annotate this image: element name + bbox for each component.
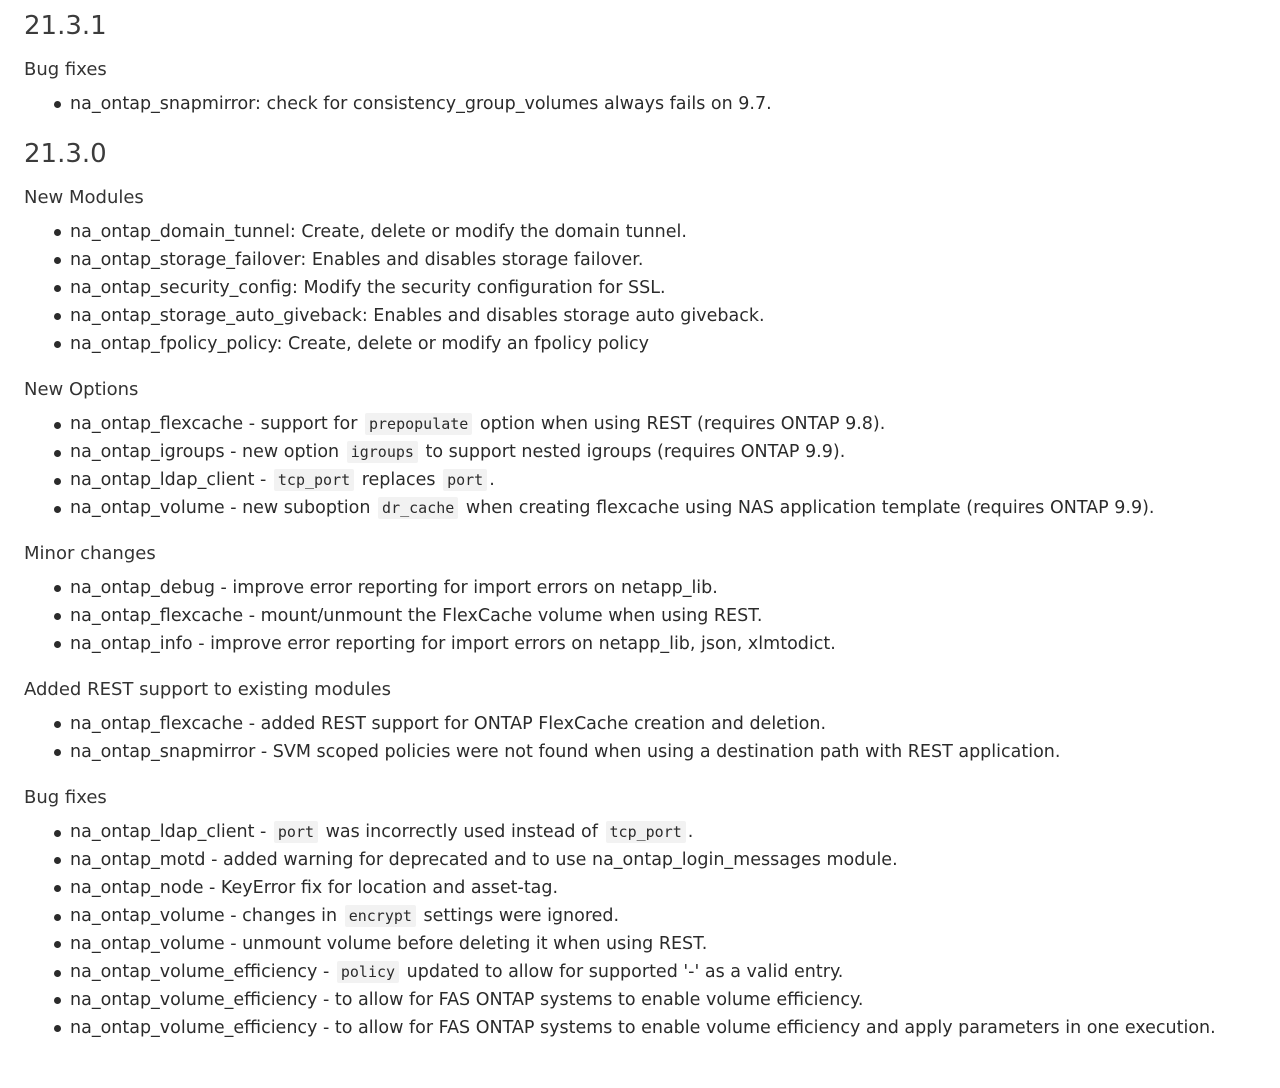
bullet-icon: [54, 341, 61, 348]
bullet-icon: [54, 997, 61, 1004]
bug-fixes-list: [24, 818, 1256, 1042]
list-item: na_ontap_volume - unmount volume before deleting it when using REST.: [54, 930, 1256, 958]
list-item: na_ontap_motd - added warning for deprecated and to use na_ontap_login_messages module.: [54, 846, 1256, 874]
list-item: na_ontap_debug - improve error reporting for import errors on netapp_lib.: [54, 574, 1256, 602]
list-item: na_ontap_storage_failover: Enables and disables storage failover.: [54, 246, 1256, 274]
inline-code: prepopulate: [365, 413, 472, 435]
list-item: na_ontap_ldap_client - tcp_port replaces port .: [54, 466, 1256, 494]
bullet-icon: [54, 257, 61, 264]
list-item: na_ontap_storage_auto_giveback: Enables and disables storage auto giveback.: [54, 302, 1256, 330]
bullet-icon: [54, 585, 61, 592]
list-item: na_ontap_flexcache - added REST support for ONTAP FlexCache creation and deletion.: [54, 710, 1256, 738]
bullet-icon: [54, 478, 61, 485]
section-heading-bug-fixes: Bug fixes: [24, 59, 107, 80]
bullet-icon: [54, 450, 61, 457]
list-item: na_ontap_flexcache - support for prepopulate option when using REST (requires ONTAP 9.8).: [54, 410, 1256, 438]
list-item: na_ontap_flexcache - mount/unmount the FlexCache volume when using REST.: [54, 602, 1256, 630]
bullet-icon: [54, 885, 61, 892]
section-bug-fixes-21-3-1: [24, 58, 1256, 118]
inline-code: port: [274, 821, 318, 843]
bullet-icon: [54, 641, 61, 648]
list-item: na_ontap_fpolicy_policy: Create, delete or modify an fpolicy policy: [54, 330, 1256, 358]
list-item: na_ontap_info - improve error reporting for import errors on netapp_lib, json, xlmtodict.: [54, 630, 1256, 658]
list-item: na_ontap_volume_efficiency - to allow for FAS ONTAP systems to enable volume efficiency and apply parameters in one execution.: [54, 1014, 1256, 1042]
list-item: na_ontap_volume_efficiency - to allow for FAS ONTAP systems to enable volume efficiency.: [54, 986, 1256, 1014]
section-heading-new-options: New Options: [24, 379, 139, 400]
bullet-icon: [54, 422, 61, 429]
new-modules-list: [24, 218, 1256, 358]
list-item: na_ontap_ldap_client - port was incorrectly used instead of tcp_port .: [54, 818, 1256, 846]
section-new-modules: [24, 186, 1256, 358]
inline-code: policy: [337, 961, 399, 983]
bullet-icon: [54, 857, 61, 864]
version-heading-21-3-0: 21.3.0: [24, 139, 107, 169]
bullet-icon: [54, 721, 61, 728]
bullet-icon: [54, 101, 61, 108]
bullet-icon: [54, 749, 61, 756]
new-options-list: [24, 410, 1256, 522]
section-rest-support: [24, 678, 1256, 766]
inline-code: port: [443, 469, 487, 491]
list-item: na_ontap_volume - changes in encrypt settings were ignored.: [54, 902, 1256, 930]
section-heading-rest-support: Added REST support to existing modules: [24, 679, 391, 700]
section-heading-new-modules: New Modules: [24, 187, 144, 208]
version-heading-21-3-1: 21.3.1: [24, 11, 107, 41]
minor-changes-list: [24, 574, 1256, 658]
list-item: na_ontap_snapmirror - SVM scoped policies were not found when using a destination path with REST application.: [54, 738, 1256, 766]
bullet-icon: [54, 970, 61, 977]
section-minor-changes: [24, 542, 1256, 658]
bullet-icon: [54, 941, 61, 948]
bug-fixes-list: [24, 90, 1256, 118]
bullet-icon: [54, 830, 61, 837]
list-item: na_ontap_volume_efficiency - policy updated to allow for supported '-' as a valid entry.: [54, 958, 1256, 986]
rest-support-list: [24, 710, 1256, 766]
inline-code: tcp_port: [274, 469, 354, 491]
list-item: na_ontap_domain_tunnel: Create, delete or modify the domain tunnel.: [54, 218, 1256, 246]
list-item: na_ontap_node - KeyError fix for location and asset-tag.: [54, 874, 1256, 902]
inline-code: igroups: [347, 441, 418, 463]
section-heading-bug-fixes: Bug fixes: [24, 787, 107, 808]
section-heading-minor-changes: Minor changes: [24, 543, 156, 564]
bullet-icon: [54, 285, 61, 292]
bullet-icon: [54, 1025, 61, 1032]
bullet-icon: [54, 313, 61, 320]
bullet-icon: [54, 506, 61, 513]
inline-code: tcp_port: [606, 821, 686, 843]
list-item: na_ontap_volume - new suboption dr_cache when creating flexcache using NAS application template (requires ONTAP 9.9).: [54, 494, 1256, 522]
list-item: na_ontap_security_config: Modify the security configuration for SSL.: [54, 274, 1256, 302]
bullet-icon: [54, 914, 61, 921]
bullet-icon: [54, 613, 61, 620]
bullet-icon: [54, 229, 61, 236]
inline-code: encrypt: [345, 905, 416, 927]
inline-code: dr_cache: [378, 497, 458, 519]
list-item: na_ontap_igroups - new option igroups to support nested igroups (requires ONTAP 9.9).: [54, 438, 1256, 466]
list-item: na_ontap_snapmirror: check for consistency_group_volumes always fails on 9.7.: [54, 90, 1256, 118]
section-new-options: [24, 378, 1256, 522]
section-bug-fixes-21-3-0: [24, 786, 1256, 1042]
